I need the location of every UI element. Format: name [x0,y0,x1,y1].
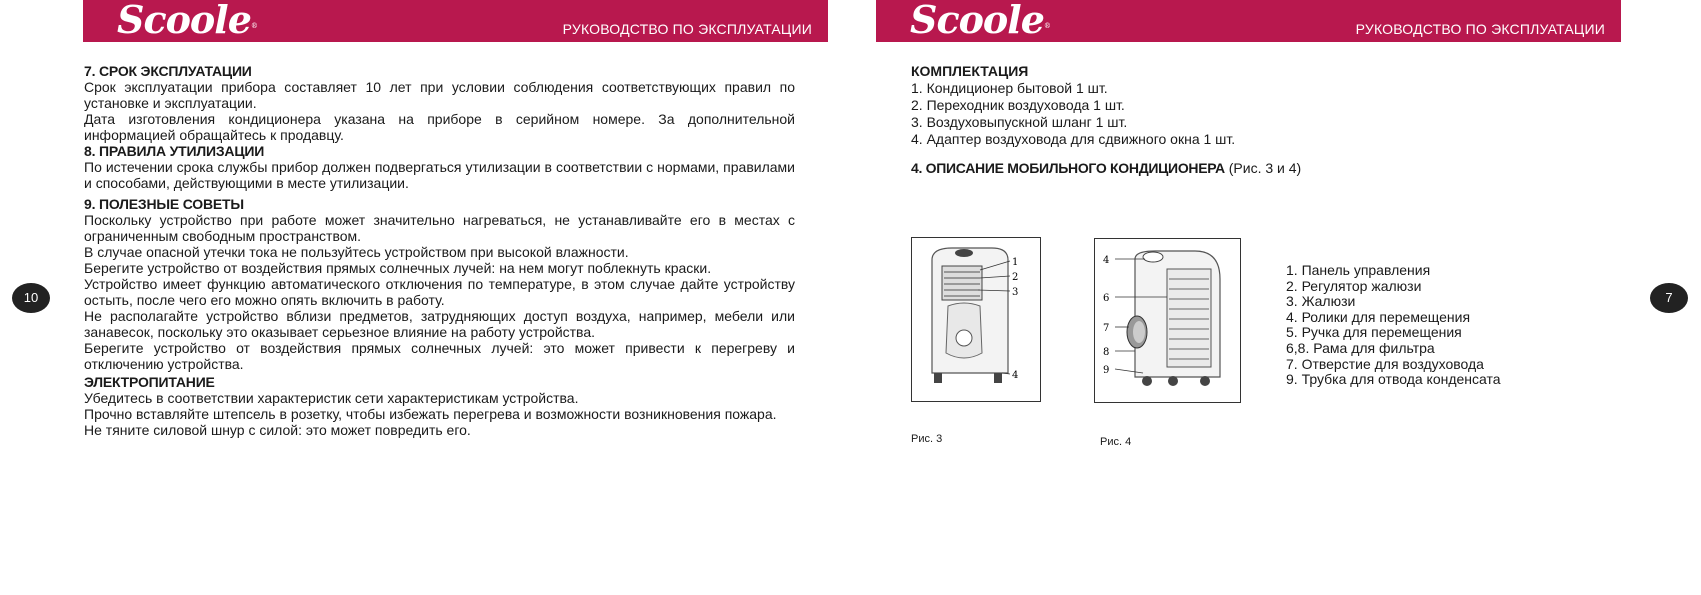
kit-item: 2. Переходник воздуховода 1 шт. [911,97,1125,113]
kit-section [911,63,1411,148]
page-number-right: 7 [1650,283,1688,313]
paragraph: Берегите устройство от воздействия прямых солнечных лучей: это может привести к перегреву и отключению устройства. [84,340,795,372]
kit-heading: КОМПЛЕКТАЦИЯ [911,63,1029,79]
paragraph: Убедитесь в соответствии характеристик сети характеристикам устройства. [84,390,579,406]
paragraph: Прочно вставляйте штепсель в розетку, чтобы избежать перегрева и возможности возникновения пожара. [84,406,777,422]
fig4-label: 7 [1103,323,1110,334]
paragraph: Не тяните силовой шнур с силой: это может повредить его. [84,422,471,438]
part-item: 9. Трубка для отвода конденсата [1286,371,1501,388]
page-number-left: 10 [12,283,50,313]
kit-item: 4. Адаптер воздуховода для сдвижного окна 1 шт. [911,131,1236,147]
left-page-header [83,0,828,42]
figure-3-caption: Рис. 3 [911,433,943,445]
fig4-label: 9 [1103,365,1110,376]
part-item: 3. Жалюзи [1286,293,1356,310]
figure-4-back-view [1094,238,1241,403]
fig3-label: 1 [1012,257,1019,268]
figure-3-front-view [911,237,1041,402]
brand-logo: Scoole® [117,0,257,42]
paragraph: Устройство имеет функцию автоматического отключения по температуре, в этом случае дайте устройству остыть, после чего его можно опять включить в работу. [84,276,795,308]
part-item: 2. Регулятор жалюзи [1286,277,1422,294]
kit-list [911,80,1411,148]
header-title: РУКОВОДСТВО ПО ЭКСПЛУАТАЦИИ [562,21,812,37]
fig4-label: 6 [1103,293,1110,304]
paragraph: По истечении срока службы прибор должен подвергаться утилизации в соответствии с нормами, правилами и способами, действующими в месте утилизации. [84,159,795,191]
parts-legend [1286,263,1501,388]
figure-4-caption: Рис. 4 [1100,436,1132,448]
paragraph: Берегите устройство от воздействия прямых солнечных лучей: на нем могут поблекнуть краски. [84,260,712,276]
left-page-content [84,63,795,438]
kit-item: 1. Кондиционер бытовой 1 шт. [911,80,1108,96]
fig4-label: 8 [1103,347,1110,358]
paragraph: Дата изготовления кондиционера указана на приборе в серийном номере. За дополнительной информацией обращайтесь к продавцу. [84,111,795,143]
description-heading: 4. ОПИСАНИЕ МОБИЛЬНОГО КОНДИЦИОНЕРА (Рис. 3 и 4) [911,160,1302,176]
paragraph: Срок эксплуатации прибора составляет 10 лет при условии соблюдения соответствующих правил по установке и эксплуатации. [84,79,795,111]
fig4-label: 4 [1103,255,1110,266]
part-item: 6,8. Рама для фильтра [1286,339,1435,356]
part-item: 4. Ролики для перемещения [1286,308,1471,325]
header-title: РУКОВОДСТВО ПО ЭКСПЛУАТАЦИИ [1355,21,1605,37]
paragraph: Не располагайте устройство вблизи предметов, затрудняющих доступ воздуха, например, мебели или занавесок, поскольку это оказывает серьезное влияние на работу устройства. [84,308,795,340]
paragraph: Поскольку устройство при работе может значительно нагреваться, не устанавливайте его в местах с ограниченным свободным пространством. [84,212,795,244]
right-page-header [876,0,1621,42]
section-heading: 8. ПРАВИЛА УТИЛИЗАЦИИ [84,143,265,159]
paragraph: В случае опасной утечки тока не пользуйтесь устройством при высокой влажности. [84,244,629,260]
section-heading: ЭЛЕКТРОПИТАНИЕ [84,374,215,390]
kit-item: 3. Воздуховыпускной шланг 1 шт. [911,114,1128,130]
brand-logo: Scoole® [910,0,1050,42]
fig3-label: 4 [1012,370,1019,381]
fig3-label: 2 [1012,272,1019,283]
fig3-label: 3 [1012,287,1019,298]
section-heading: 9. ПОЛЕЗНЫЕ СОВЕТЫ [84,196,244,212]
part-item: 5. Ручка для перемещения [1286,324,1462,341]
part-item: 1. Панель управления [1286,262,1431,278]
section-heading: 7. СРОК ЭКСПЛУАТАЦИИ [84,63,252,79]
part-item: 7. Отверстие для воздуховода [1286,355,1484,372]
